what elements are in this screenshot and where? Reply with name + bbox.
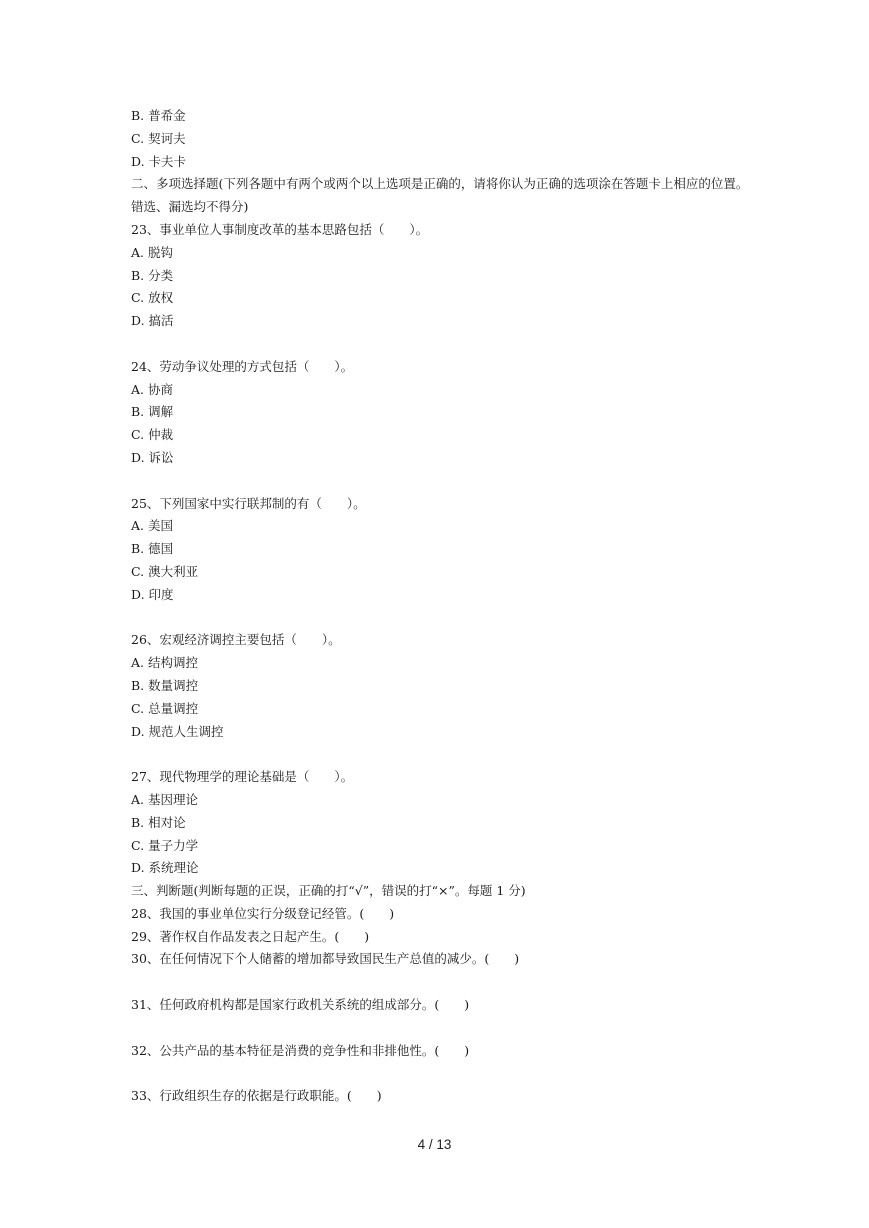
option-line: D. 诉讼 bbox=[131, 449, 174, 465]
question-26: 26、宏观经济调控主要包括（ ）。 bbox=[131, 632, 341, 648]
question-30: 30、在任何情况下个人储蓄的增加都导致国民生产总值的减少。( ) bbox=[131, 951, 520, 967]
option-line: A. 协商 bbox=[131, 381, 173, 397]
section-heading-multiple-choice: 二、多项选择题(下列各题中有两个或两个以上选项是正确的，请将你认为正确的选项涂在答题卡上相应的位置。错选、漏选均不得分) bbox=[131, 176, 749, 215]
option-line: B. 普希金 bbox=[131, 108, 186, 123]
option-line: B. 相对论 bbox=[131, 814, 186, 830]
question-28: 28、我国的事业单位实行分级登记经管。( ) bbox=[131, 905, 395, 921]
option-line: C. 仲裁 bbox=[131, 427, 174, 443]
option-line: A. 结构调控 bbox=[131, 655, 198, 671]
blank-line bbox=[131, 743, 751, 766]
blank-line bbox=[131, 607, 751, 630]
option-line: C. 契诃夫 bbox=[131, 130, 186, 146]
option-line: D. 印度 bbox=[131, 586, 174, 602]
question-24: 24、劳动争议处理的方式包括（ ）。 bbox=[131, 358, 354, 374]
option-line: B. 德国 bbox=[131, 541, 174, 557]
option-line: A. 基因理论 bbox=[131, 791, 198, 807]
blank-line bbox=[131, 1062, 751, 1085]
option-line: C. 量子力学 bbox=[131, 837, 199, 853]
option-line: C. 澳大利亚 bbox=[131, 563, 199, 579]
option-line: D. 系统理论 bbox=[131, 860, 199, 876]
question-31: 31、任何政府机构都是国家行政机关系统的组成部分。( ) bbox=[131, 997, 470, 1013]
question-32: 32、公共产品的基本特征是消费的竞争性和非排他性。( ) bbox=[131, 1042, 470, 1058]
option-line: D. 卡夫卡 bbox=[131, 153, 187, 169]
option-line: A. 美国 bbox=[131, 518, 173, 534]
question-29: 29、著作权自作品发表之日起产生。( ) bbox=[131, 928, 370, 944]
page-content bbox=[131, 105, 751, 1108]
option-line: B. 调解 bbox=[131, 404, 174, 420]
option-line: A. 脱钩 bbox=[131, 244, 173, 260]
blank-line bbox=[131, 1017, 751, 1040]
option-line: C. 放权 bbox=[131, 290, 174, 306]
option-line: D. 规范人生调控 bbox=[131, 723, 224, 739]
option-line: C. 总量调控 bbox=[131, 700, 199, 716]
option-line: B. 数量调控 bbox=[131, 677, 199, 693]
question-23: 23、事业单位人事制度改革的基本思路包括（ ）。 bbox=[131, 221, 429, 237]
question-33: 33、行政组织生存的依据是行政职能。( ) bbox=[131, 1088, 382, 1104]
section-heading-true-false: 三、判断题(判断每题的正误，正确的打“√”，错误的打“×”。每题 1 分) bbox=[131, 883, 526, 899]
option-line: B. 分类 bbox=[131, 267, 174, 283]
option-line: D. 搞活 bbox=[131, 313, 174, 329]
blank-line bbox=[131, 971, 751, 994]
question-25: 25、下列国家中实行联邦制的有（ ）。 bbox=[131, 495, 366, 511]
blank-line bbox=[131, 333, 751, 356]
page-number: 4 / 13 bbox=[417, 1137, 452, 1152]
blank-line bbox=[131, 470, 751, 493]
question-27: 27、现代物理学的理论基础是（ ）。 bbox=[131, 769, 354, 785]
